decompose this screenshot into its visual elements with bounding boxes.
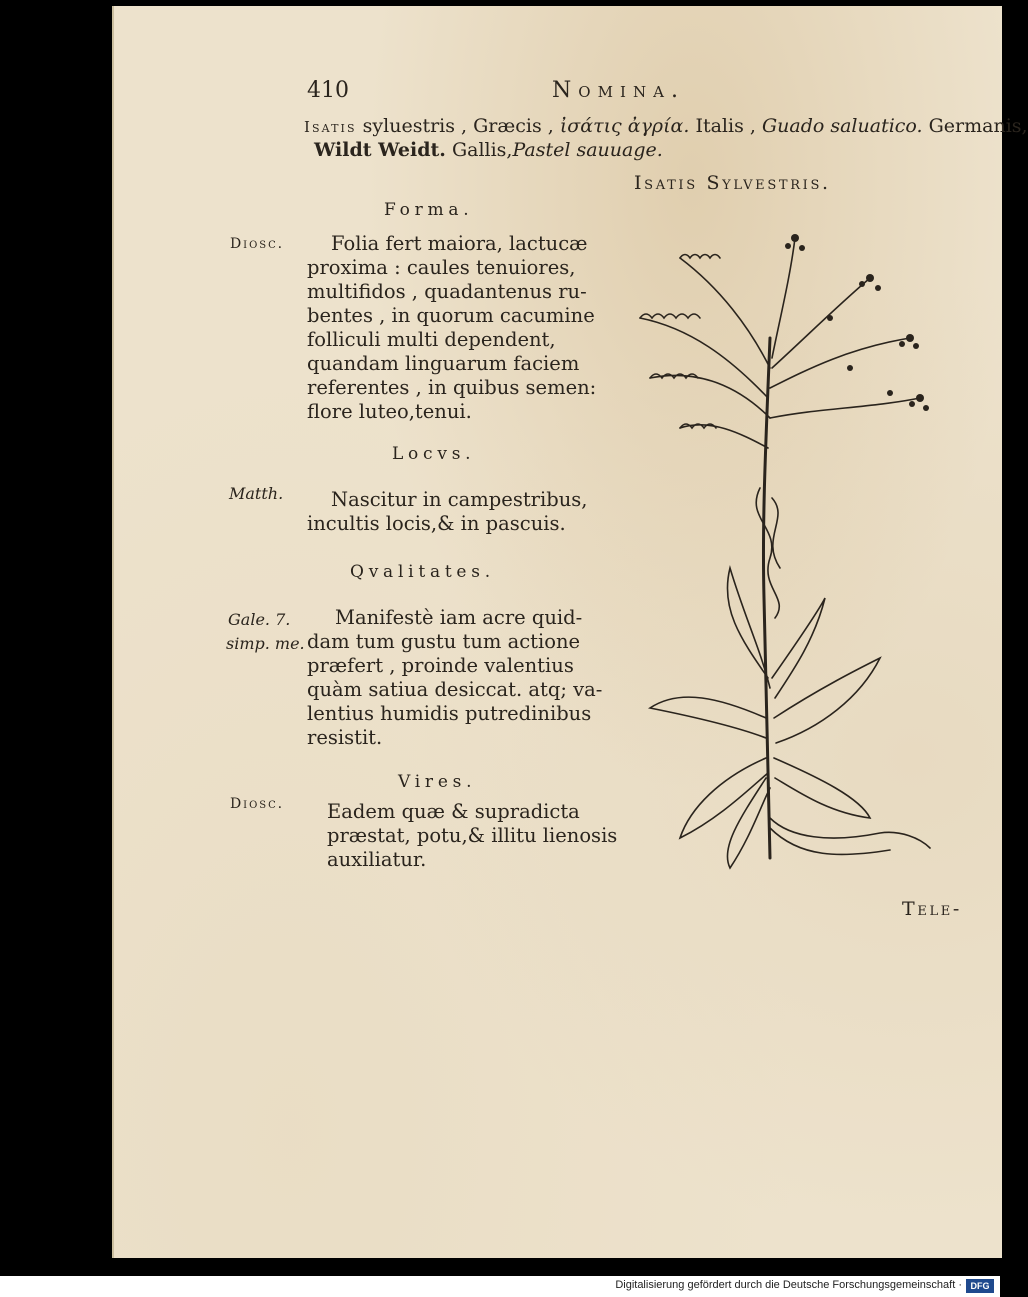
names-lead: Isatis xyxy=(304,118,357,136)
dfg-logo: DFG xyxy=(966,1279,994,1293)
margin-note-locus: Matth. xyxy=(229,484,284,503)
margin-note-qualitates-2: simp. me. xyxy=(226,634,305,653)
forma-line: quandam linguarum faciem xyxy=(307,352,580,375)
names-italis: Italis , xyxy=(695,115,756,137)
forma-line: multifidos , quadantenus ru- xyxy=(307,280,587,303)
forma-line: referentes , in quibus semen: xyxy=(307,376,597,399)
qualitates-line: præfert , proinde valentius xyxy=(307,654,574,677)
names-germanis: Germanis, xyxy=(928,115,1028,137)
qualitates-text xyxy=(307,606,602,750)
footer-credit: Digitalisierung gefördert durch die Deutsche Forschungsgemeinschaft · xyxy=(615,1279,962,1291)
book-page xyxy=(112,6,1028,1258)
names-french: Pastel sauuage. xyxy=(512,139,663,161)
vires-text xyxy=(327,800,617,872)
locus-line: incultis locis,& in pascuis. xyxy=(307,512,566,535)
footer-bar xyxy=(0,1276,1000,1297)
heading-qualitates: Qvalitates. xyxy=(350,562,495,582)
margin-note-vires: Diosc. xyxy=(230,796,285,812)
locus-line: Nascitur in campestribus, xyxy=(331,488,588,511)
names-latin: syluestris , Græcis , xyxy=(362,115,554,137)
forma-line: flore luteo,tenui. xyxy=(307,400,472,423)
qualitates-line: resistit. xyxy=(307,726,383,749)
names-line-1 xyxy=(304,114,1028,139)
heading-locus: Locvs. xyxy=(392,444,476,464)
forma-line: bentes , in quorum cacumine xyxy=(307,304,595,327)
vires-line: præstat, potu,& illitu lienosis xyxy=(327,824,618,847)
qualitates-line: quàm satiua desiccat. atq; va- xyxy=(307,678,603,701)
names-line-2 xyxy=(314,138,663,162)
qualitates-line: lentius humidis putredinibus xyxy=(307,702,592,725)
margin-note-qualitates-1: Gale. 7. xyxy=(228,610,291,629)
locus-text xyxy=(307,488,587,536)
running-head: Nomina. xyxy=(552,78,686,103)
names-italian: Guado saluatico. xyxy=(761,115,923,137)
page-number: 410 xyxy=(307,78,349,103)
heading-vires: Vires. xyxy=(398,772,477,792)
heading-forma: Forma. xyxy=(384,200,474,220)
names-german: Wildt Weidt. xyxy=(314,139,446,161)
vires-line: Eadem quæ & supradicta xyxy=(327,800,580,823)
vires-line: auxiliatur. xyxy=(327,848,427,871)
forma-line: proxima : caules tenuiores, xyxy=(307,256,576,279)
woodcut-plant-illustration xyxy=(620,218,938,878)
names-gallis: Gallis, xyxy=(451,139,513,161)
qualitates-line: dam tum gustu tum actione xyxy=(307,630,581,653)
catchword: Tele- xyxy=(902,898,963,920)
forma-line: folliculi multi dependent, xyxy=(307,328,556,351)
forma-line: Folia fert maiora, lactucæ xyxy=(331,232,588,255)
margin-note-forma: Diosc. xyxy=(230,236,285,252)
forma-text xyxy=(307,232,596,424)
names-greek: ἰσάτις ἀγρία. xyxy=(559,115,690,137)
illustration-caption: Isatis Sylvestris. xyxy=(634,172,831,194)
qualitates-line: Manifestè iam acre quid- xyxy=(335,606,583,629)
